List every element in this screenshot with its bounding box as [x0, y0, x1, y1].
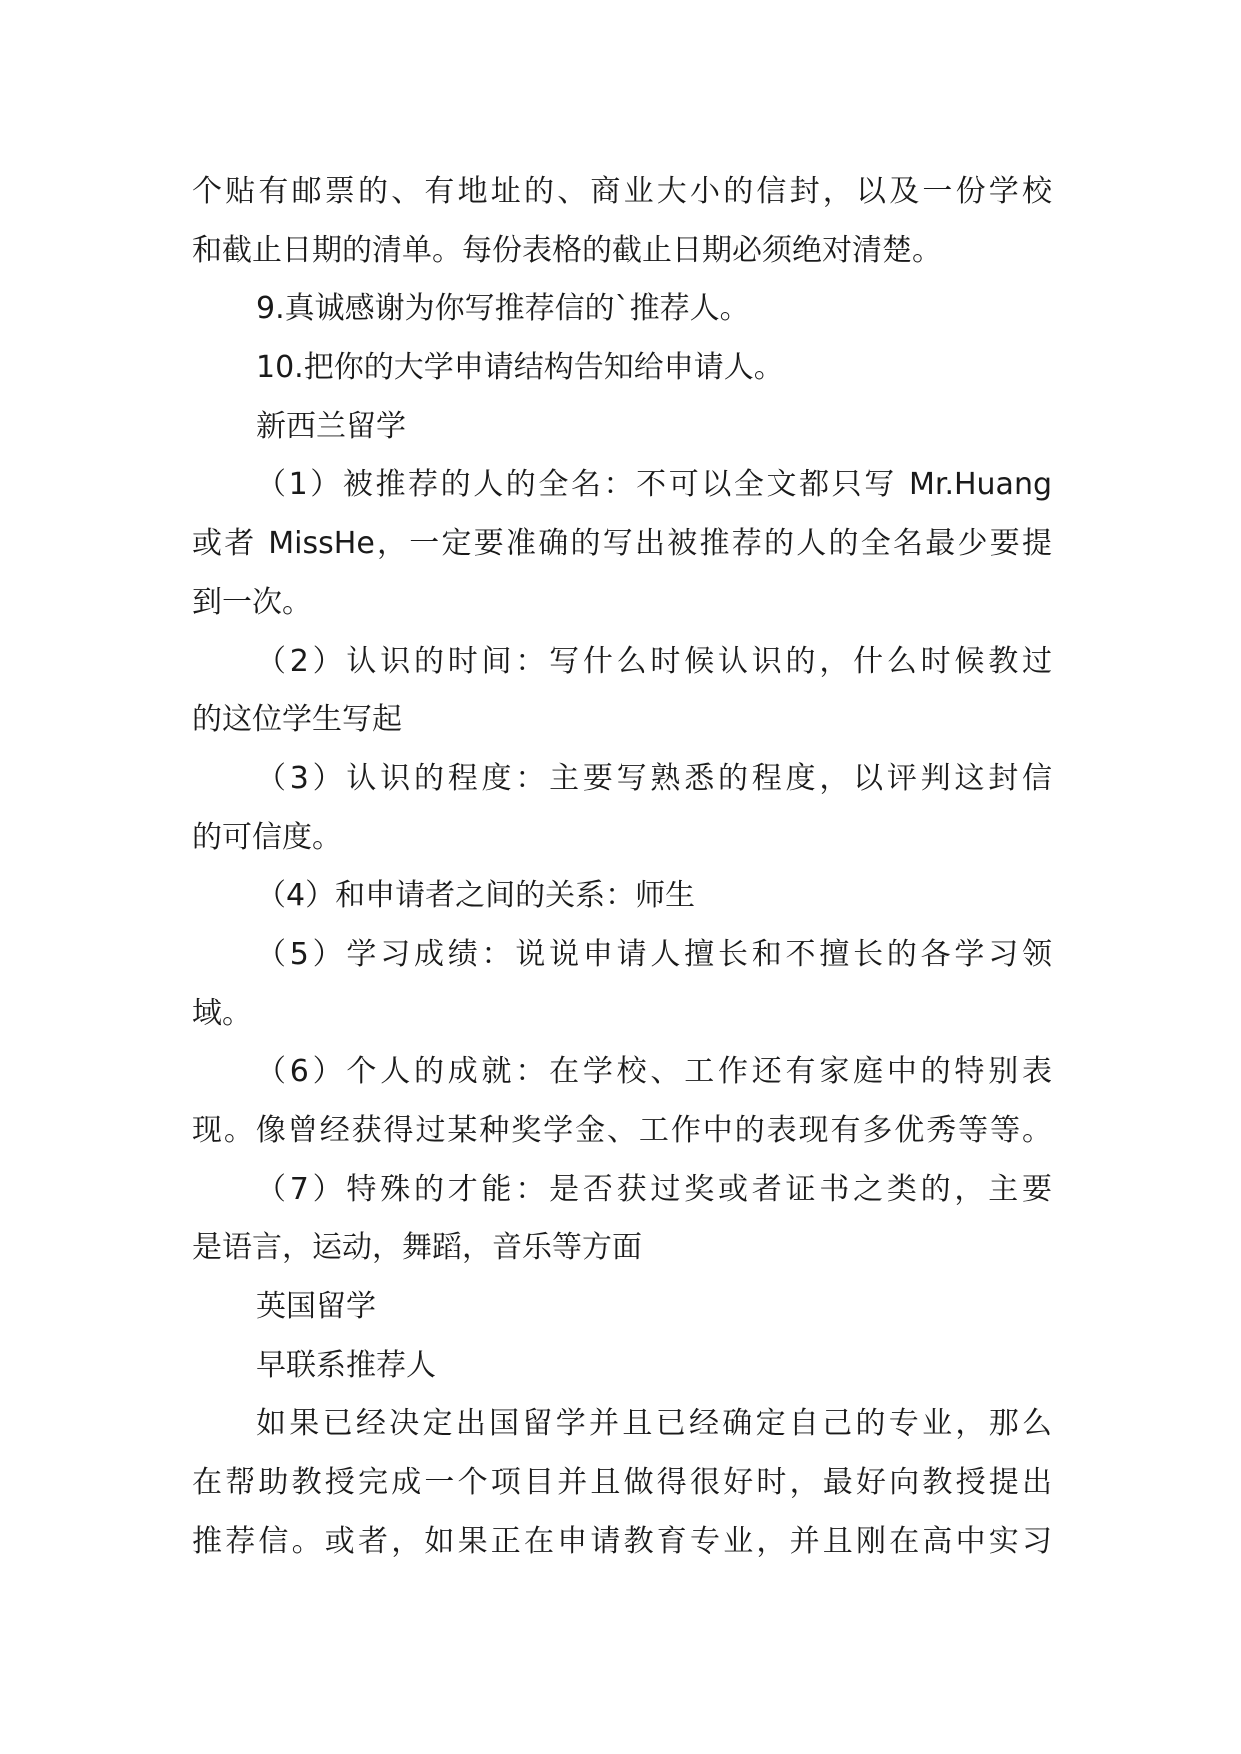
text-line: 10.把你的大学申请结构告知给申请人。 — [256, 350, 784, 386]
subsection-heading: 早联系推荐人 — [256, 1347, 436, 1383]
text-line: 和截止日期的清单。每份表格的截止日期必须绝对清楚。 — [192, 232, 942, 268]
section-heading: 新西兰留学 — [256, 408, 406, 444]
document-body — [192, 163, 1052, 1572]
text-line: 个贴有邮票的、有地址的、商业大小的信封，以及一份学校 — [192, 174, 1052, 209]
text-line: （3）认识的程度：主要写熟悉的程度，以评判这封信 — [256, 760, 1052, 796]
text-line: 到一次。 — [192, 584, 312, 620]
text-line: （1）被推荐的人的全名：不可以全文都只写 Mr.Huang — [256, 467, 1052, 503]
section-heading: 英国留学 — [256, 1289, 376, 1325]
text-line: 或者 MissHe，一定要准确的写出被推荐的人的全名最少要提 — [192, 526, 1052, 562]
text-line: 推荐信。或者，如果正在申请教育专业，并且刚在高中实习 — [192, 1523, 1052, 1559]
text-line: 域。 — [192, 995, 252, 1031]
text-line: 在帮助教授完成一个项目并且做得很好时，最好向教授提出 — [192, 1465, 1052, 1501]
text-line: 是语言，运动，舞蹈，音乐等方面 — [192, 1230, 642, 1266]
text-line: 的这位学生写起 — [192, 702, 402, 738]
text-line: 如果已经决定出国留学并且已经确定自己的专业，那么 — [256, 1406, 1052, 1442]
text-line: （6）个人的成就：在学校、工作还有家庭中的特别表 — [256, 1054, 1052, 1090]
text-line: （7）特殊的才能：是否获过奖或者证书之类的，主要 — [256, 1171, 1052, 1207]
text-line: 的可信度。 — [192, 819, 342, 855]
text-line: （5）学习成绩：说说申请人擅长和不擅长的各学习领 — [256, 936, 1052, 972]
text-line: 9.真诚感谢为你写推荐信的`推荐人。 — [256, 291, 750, 327]
text-line: 现。像曾经获得过某种奖学金、工作中的表现有多优秀等等。 — [192, 1113, 1052, 1148]
text-line: （2）认识的时间：写什么时候认识的，什么时候教过 — [256, 643, 1052, 679]
text-line: （4）和申请者之间的关系：师生 — [256, 878, 696, 914]
